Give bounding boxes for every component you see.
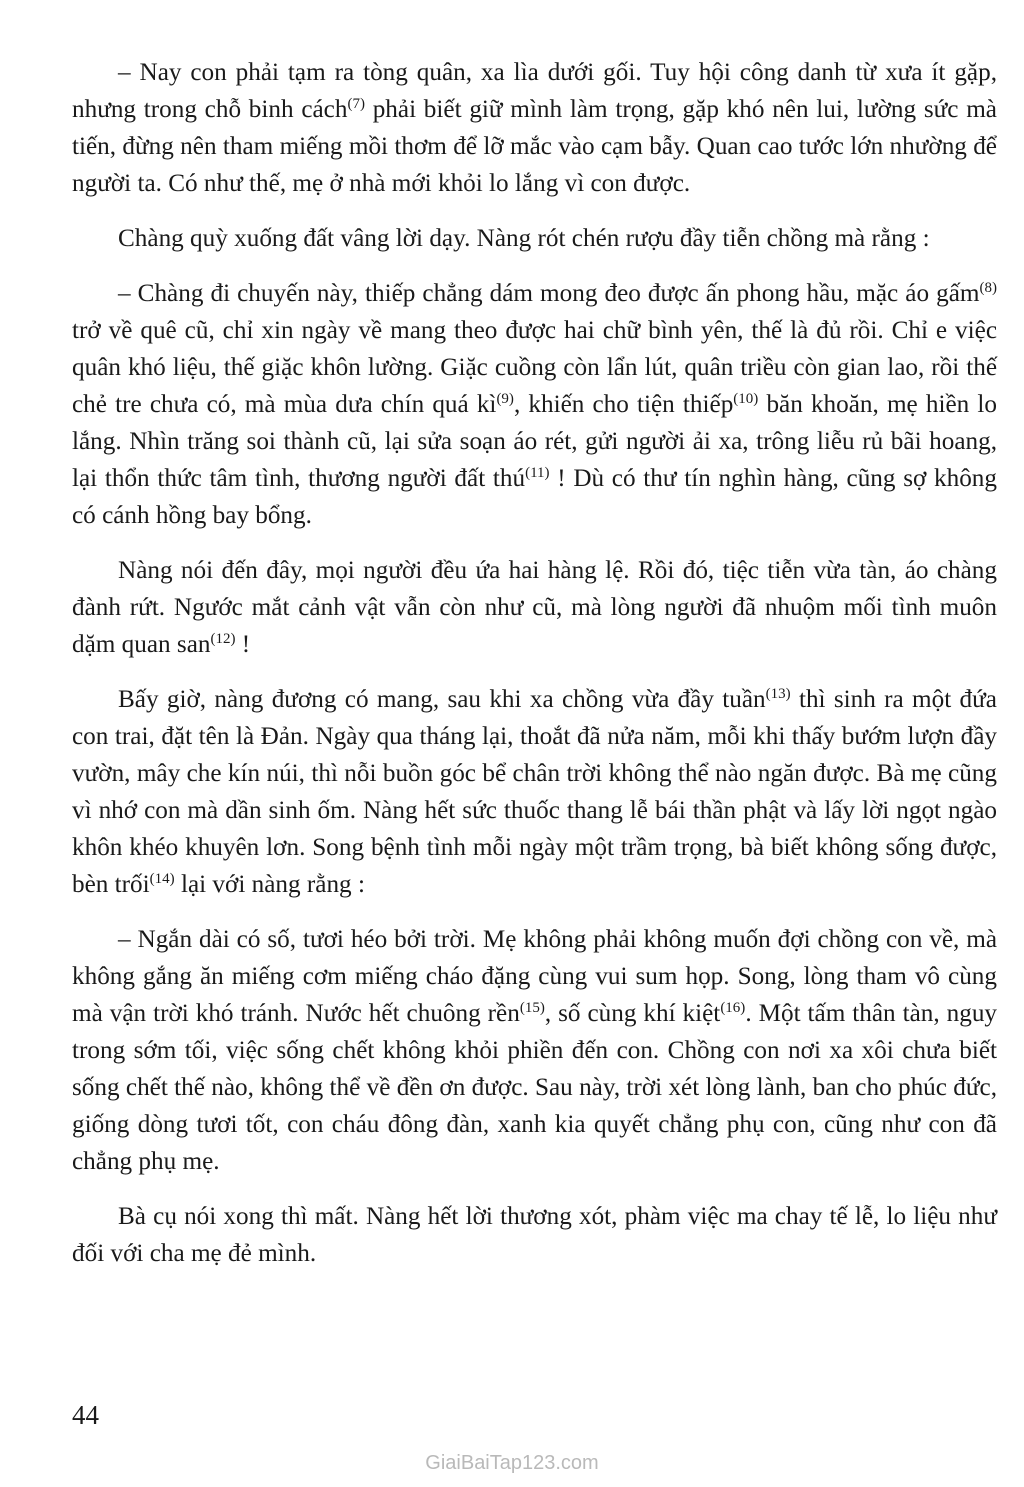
footnote-marker: (16) (720, 1000, 746, 1016)
paragraph-text: , số cùng khí kiệt (544, 1000, 721, 1027)
page-number: 44 (72, 1400, 99, 1430)
watermark: GiaiBaiTap123.com (425, 1452, 599, 1474)
paragraph-text: – Chàng đi chuyến này, thiếp chẳng dám mong đeo được ấn phong hầu, mặc áo gấm (118, 280, 980, 307)
paragraph-text: – Nay con phải tạm ra tòng quân, xa lìa dưới gối. Tuy hội công danh từ xưa ít gặp, nhưng trong chỗ binh cách (72, 59, 997, 123)
paragraph (72, 54, 997, 202)
footnote-marker: (9) (496, 391, 514, 407)
paragraph-text: Bấy giờ, nàng đương có mang, sau khi xa chồng vừa đầy tuần (118, 686, 766, 713)
footnote-marker: (7) (347, 96, 365, 112)
footnote-marker: (12) (210, 631, 236, 647)
footnote-marker: (13) (765, 686, 791, 702)
paragraph-text: Bà cụ nói xong thì mất. Nàng hết lời thương xót, phàm việc ma chay tế lễ, lo liệu như đối với cha mẹ đẻ mình. (72, 1203, 997, 1267)
footnote-marker: (14) (149, 871, 175, 887)
paragraph-text: – Ngắn dài có số, tươi héo bởi trời. Mẹ không phải không muốn đợi chồng con về, mà không gắng ăn miếng cơm miếng cháo đặng cùng vui sum họp. Song, lòng tham vô cùng mà vận trời khó tránh. Nước hết chuông rền (72, 926, 997, 1027)
paragraph (72, 681, 997, 903)
paragraph-text: Chàng quỳ xuống đất vâng lời dạy. Nàng rót chén rượu đầy tiễn chồng mà rằng : (118, 225, 930, 252)
paragraph (72, 1198, 997, 1272)
footnote-marker: (10) (733, 391, 759, 407)
footnote-marker: (8) (979, 280, 997, 296)
footnote-marker: (11) (525, 465, 550, 481)
paragraph-text: . Một tấm thân tàn, nguy trong sớm tối, việc sống chết không khỏi phiền đến con. Chồng con nơi xa xôi chưa biết sống chết thế nào, không thể về đền ơn được. Sau này, trời xét lòng lành, ban cho phúc đức, giống dòng tươi tốt, con cháu đông đàn, xanh kia quyết chẳng phụ con, cũng như con đã chẳng phụ mẹ. (72, 1000, 998, 1175)
paragraph-text: phải biết giữ mình làm trọng, gặp khó nên lui, lường sức mà tiến, đừng nên tham miếng mồi thơm để lỡ mắc vào cạm bẫy. Quan cao tước lớn nhường để người ta. Có như thế, mẹ ở nhà mới khỏi lo lắng vì con được. (72, 96, 997, 197)
paragraph-text: thì sinh ra một đứa con trai, đặt tên là Đản. Ngày qua tháng lại, thoắt đã nửa năm, mỗi khi thấy bướm lượn đầy vườn, mây che kín núi, thì nỗi buồn góc bể chân trời không thể nào ngăn được. Bà mẹ cũng vì nhớ con mà dần sinh ốm. Nàng hết sức thuốc thang lễ bái thần phật và lấy lời ngọt ngào khôn khéo khuyên lơn. Song bệnh tình mỗi ngày một trầm trọng, bà biết không sống được, bèn trối (72, 686, 997, 898)
paragraph-text: trở về quê cũ, chỉ xin ngày về mang theo được hai chữ bình yên, thế là đủ rồi. Chỉ e việc quân khó liệu, thế giặc khôn lường. Giặc cuồng còn lẩn lút, quân triều còn gian lao, rồi thế chẻ tre chưa có, mà mùa dưa chín quá kì (72, 317, 997, 418)
paragraph-text: , khiến cho tiện thiếp (513, 391, 734, 418)
footnote-marker: (15) (519, 1000, 545, 1016)
paragraph (72, 220, 997, 257)
paragraph (72, 275, 997, 534)
paragraph-text: ! (235, 631, 251, 658)
paragraph-text: ! Dù có thư tín nghìn hàng, cũng sợ không có cánh hồng bay bổng. (72, 465, 997, 529)
paragraph-text: lại với nàng rằng : (174, 871, 365, 898)
paragraph (72, 921, 997, 1180)
paragraph-text: băn khoăn, mẹ hiền lo lắng. Nhìn trăng soi thành cũ, lại sửa soạn áo rét, gửi người ải xa, trông liễu rủ bãi hoang, lại thổn thức tâm tình, thương người đất thú (72, 391, 997, 492)
page-body (72, 54, 997, 1290)
paragraph (72, 552, 997, 663)
paragraph-text: Nàng nói đến đây, mọi người đều ứa hai hàng lệ. Rồi đó, tiệc tiễn vừa tàn, áo chàng đành rứt. Ngước mắt cảnh vật vẫn còn như cũ, mà lòng người đã nhuộm mối tình muôn dặm quan san (72, 557, 997, 658)
